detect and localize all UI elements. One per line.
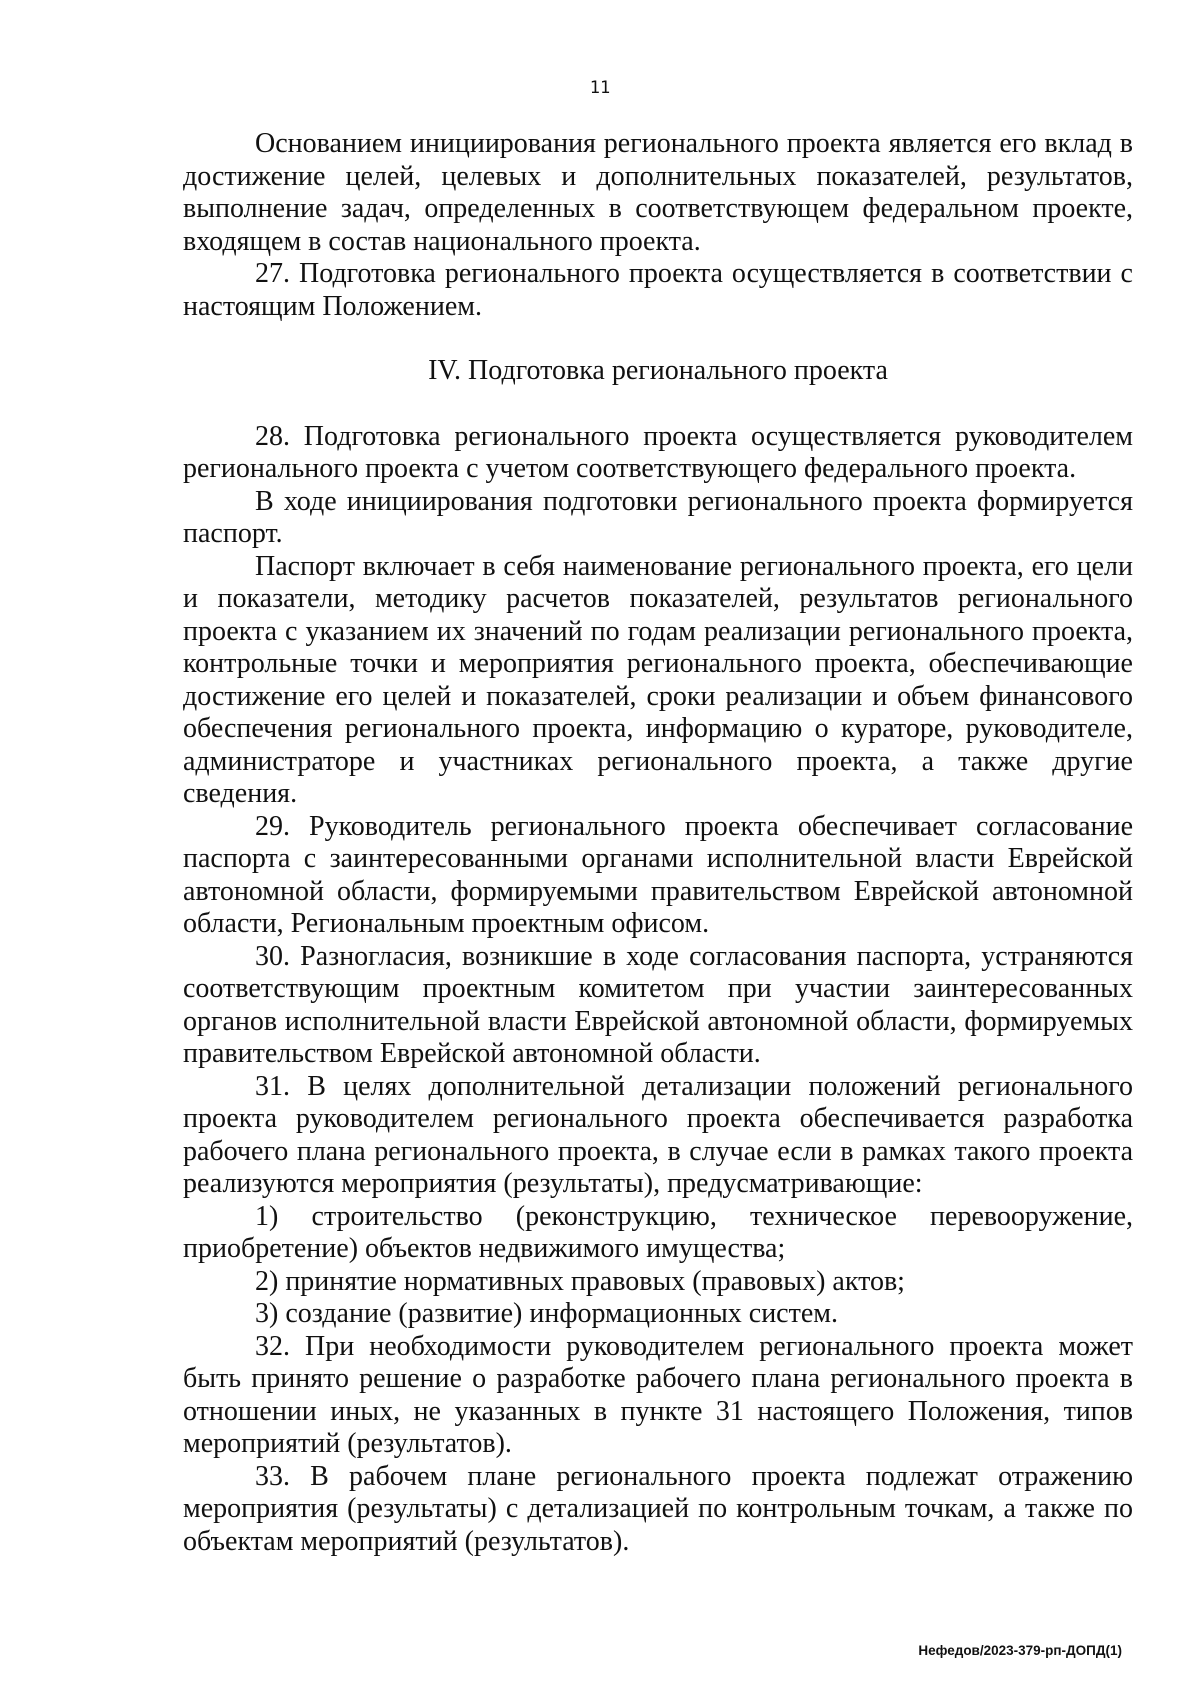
- paragraph-27: 27. Подготовка регионального проекта осуществляется в соответствии с настоящим Положением.: [183, 258, 1133, 322]
- paragraph-30: 30. Разногласия, возникшие в ходе согласования паспорта, устраняются соответствующим проектным комитетом при участии заинтересованных органов исполнительной власти Еврейской автономной области, формируемых правительством Еврейской автономной области.: [183, 940, 1133, 1069]
- list-item-2: 2) принятие нормативных правовых (правовых) актов;: [255, 1265, 905, 1297]
- page-number: 11: [589, 78, 611, 98]
- paragraph-28: 28. Подготовка регионального проекта осуществляется руководителем регионального проекта с учетом соответствующего федерального проекта.: [183, 420, 1133, 484]
- paragraph-33: 33. В рабочем плане регионального проекта подлежат отражению мероприятия (результаты) с детализацией по контрольным точкам, а также по объектам мероприятий (результатов).: [183, 1460, 1133, 1557]
- paragraph-passport-contents: Паспорт включает в себя наименование регионального проекта, его цели и показатели, методику расчетов показателей, результатов регионального проекта с указанием их значений по годам реализации регионального проекта, контрольные точки и мероприятия регионального проекта, обеспечивающие достижение его целей и показателей, сроки реализации и объем финансового обеспечения регионального проекта, информацию о кураторе, руководителе, администраторе и участниках регионального проекта, а также другие сведения.: [183, 550, 1133, 809]
- paragraph-29: 29. Руководитель регионального проекта обеспечивает согласование паспорта с заинтересованными органами исполнительной власти Еврейской автономной области, формируемыми правительством Еврейской автономной области, Региональным проектным офисом.: [183, 810, 1133, 939]
- list-item-1: 1) строительство (реконструкцию, техническое перевооружение, приобретение) объектов недвижимого имущества;: [183, 1200, 1133, 1264]
- paragraph-basis: Основанием инициирования регионального проекта является его вклад в достижение целей, целевых и дополнительных показателей, результатов, выполнение задач, определенных в соответствующем федеральном проекте, входящем в состав национального проекта.: [183, 128, 1133, 257]
- document-code: Нефедов/2023-379-рп-ДОПД(1): [918, 1643, 1122, 1658]
- paragraph-31: 31. В целях дополнительной детализации положений регионального проекта руководителем регионального проекта обеспечивается разработка рабочего плана регионального проекта, в случае если в рамках такого проекта реализуются мероприятия (результаты), предусматривающие:: [183, 1070, 1133, 1199]
- paragraph-32: 32. При необходимости руководителем регионального проекта может быть принято решение о разработке рабочего плана регионального проекта в отношении иных, не указанных в пункте 31 настоящего Положения, типов мероприятий (результатов).: [183, 1330, 1133, 1459]
- paragraph-passport-formed: В ходе инициирования подготовки регионального проекта формируется паспорт.: [183, 485, 1133, 549]
- document-body: [183, 128, 1133, 1558]
- section-heading: IV. Подготовка регионального проекта: [428, 355, 888, 386]
- list-item-3: 3) создание (развитие) информационных систем.: [255, 1298, 838, 1329]
